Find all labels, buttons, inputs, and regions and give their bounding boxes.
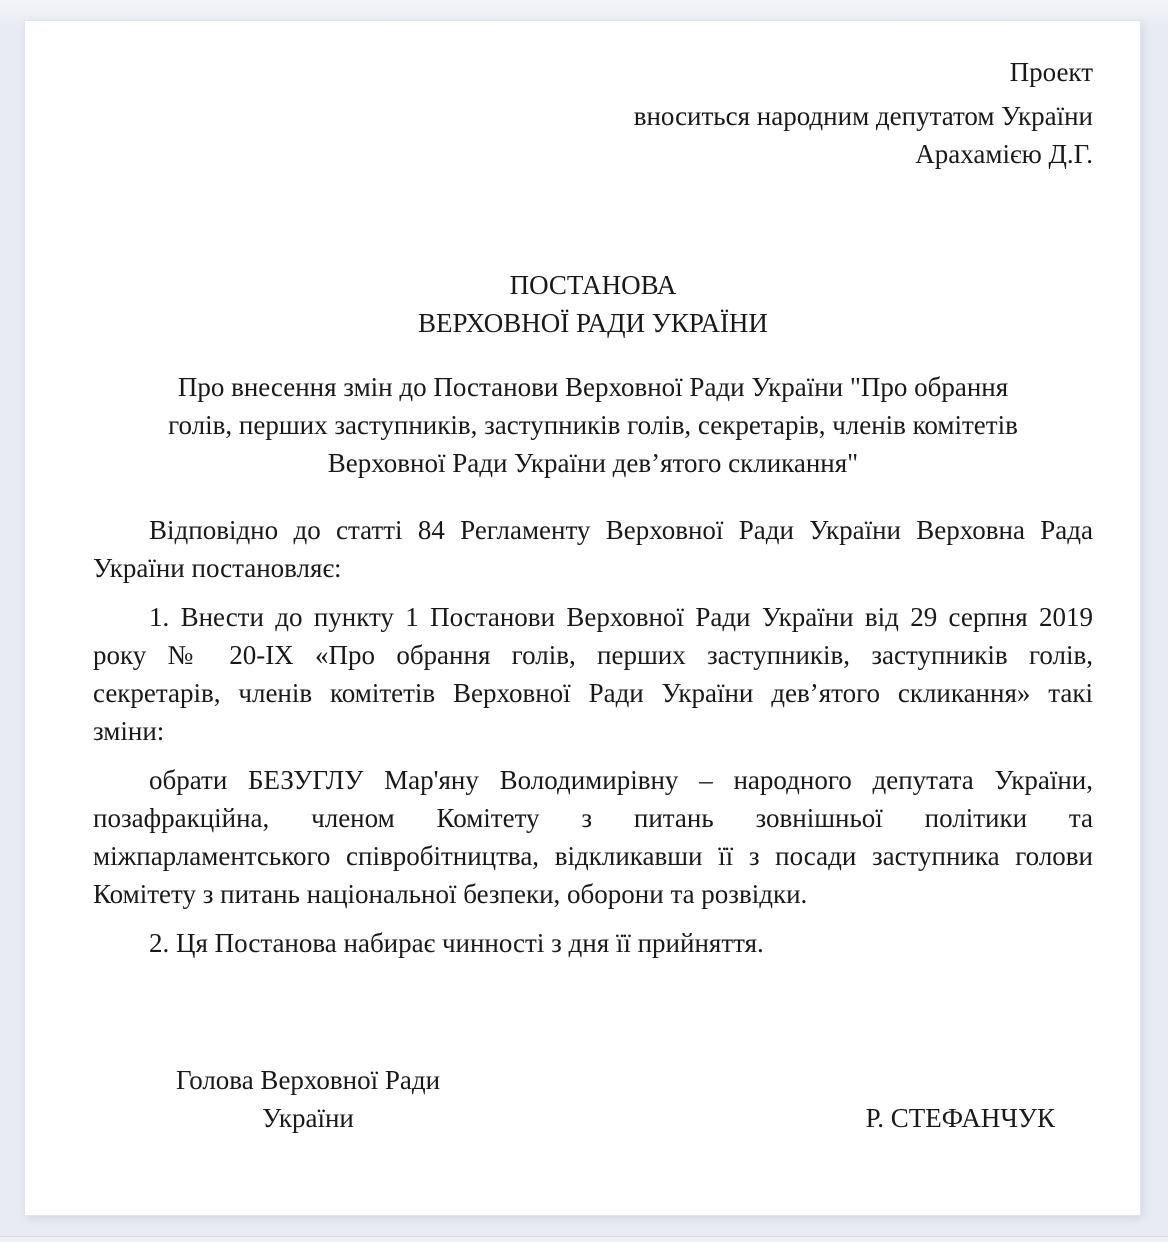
paragraph-line: 2. Ця Постанова набирає чинності з дня її прийняття.	[149, 928, 764, 958]
draft-label: Проект	[1009, 57, 1093, 87]
document-page	[25, 21, 1140, 1215]
paragraph-line: Відповідно до статті 84 Регламенту Верховної Ради України Верховна Рада	[149, 515, 1093, 545]
paragraph-item-1	[93, 598, 1093, 750]
signature-position-line2: України	[262, 1103, 354, 1133]
paragraph-line: зміни:	[93, 716, 165, 746]
signature-name: Р. СТЕФАНЧУК	[865, 1103, 1055, 1133]
document-title-line1: ПОСТАНОВА	[509, 270, 677, 300]
paragraph-line: 1. Внести до пункту 1 Постанови Верховної Ради України від 29 серпня 2019	[149, 602, 1093, 632]
paragraph-line: України постановляє:	[93, 553, 342, 583]
paragraph-line: секретарів, членів комітетів Верховної Ради України дев’ятого скликання» такі	[93, 678, 1093, 708]
paragraph-preamble	[93, 511, 1093, 587]
paragraph-line: року № 20-IX «Про обрання голів, перших заступників, заступників голів,	[93, 640, 1093, 670]
submitted-by-line: вноситься народним депутатом України	[633, 101, 1093, 131]
subject-line: Про внесення змін до Постанови Верховної Ради України "Про обрання	[177, 372, 1009, 402]
paragraph-line: позафракційна, членом Комітету з питань зовнішньої політики та	[93, 803, 1093, 833]
submitted-by-author: Арахамією Д.Г.	[915, 139, 1093, 169]
document-subject	[93, 368, 1093, 482]
paragraph-amendment	[93, 761, 1093, 913]
document-header	[93, 53, 1093, 173]
paragraph-line: Комітету з питань національної безпеки, оборони та розвідки.	[93, 879, 808, 909]
document-title	[93, 266, 1093, 342]
paragraph-line: міжпарламентського співробітництва, відкликавши її з посади заступника голови	[93, 841, 1093, 871]
subject-line: голів, перших заступників, заступників голів, секретарів, членів комітетів	[168, 410, 1018, 440]
bottom-divider	[0, 1236, 1168, 1242]
signature-position	[160, 1061, 456, 1137]
signature-position-line1: Голова Верховної Ради	[175, 1065, 441, 1095]
signature-block	[93, 1061, 1093, 1137]
subject-line: Верховної Ради України дев’ятого скликання"	[327, 448, 859, 478]
paragraph-item-2	[93, 924, 1093, 962]
document-title-line2: ВЕРХОВНОЇ РАДИ УКРАЇНИ	[418, 308, 768, 338]
paragraph-line: обрати БЕЗУГЛУ Мар'яну Володимирівну – народного депутата України,	[149, 765, 1093, 795]
